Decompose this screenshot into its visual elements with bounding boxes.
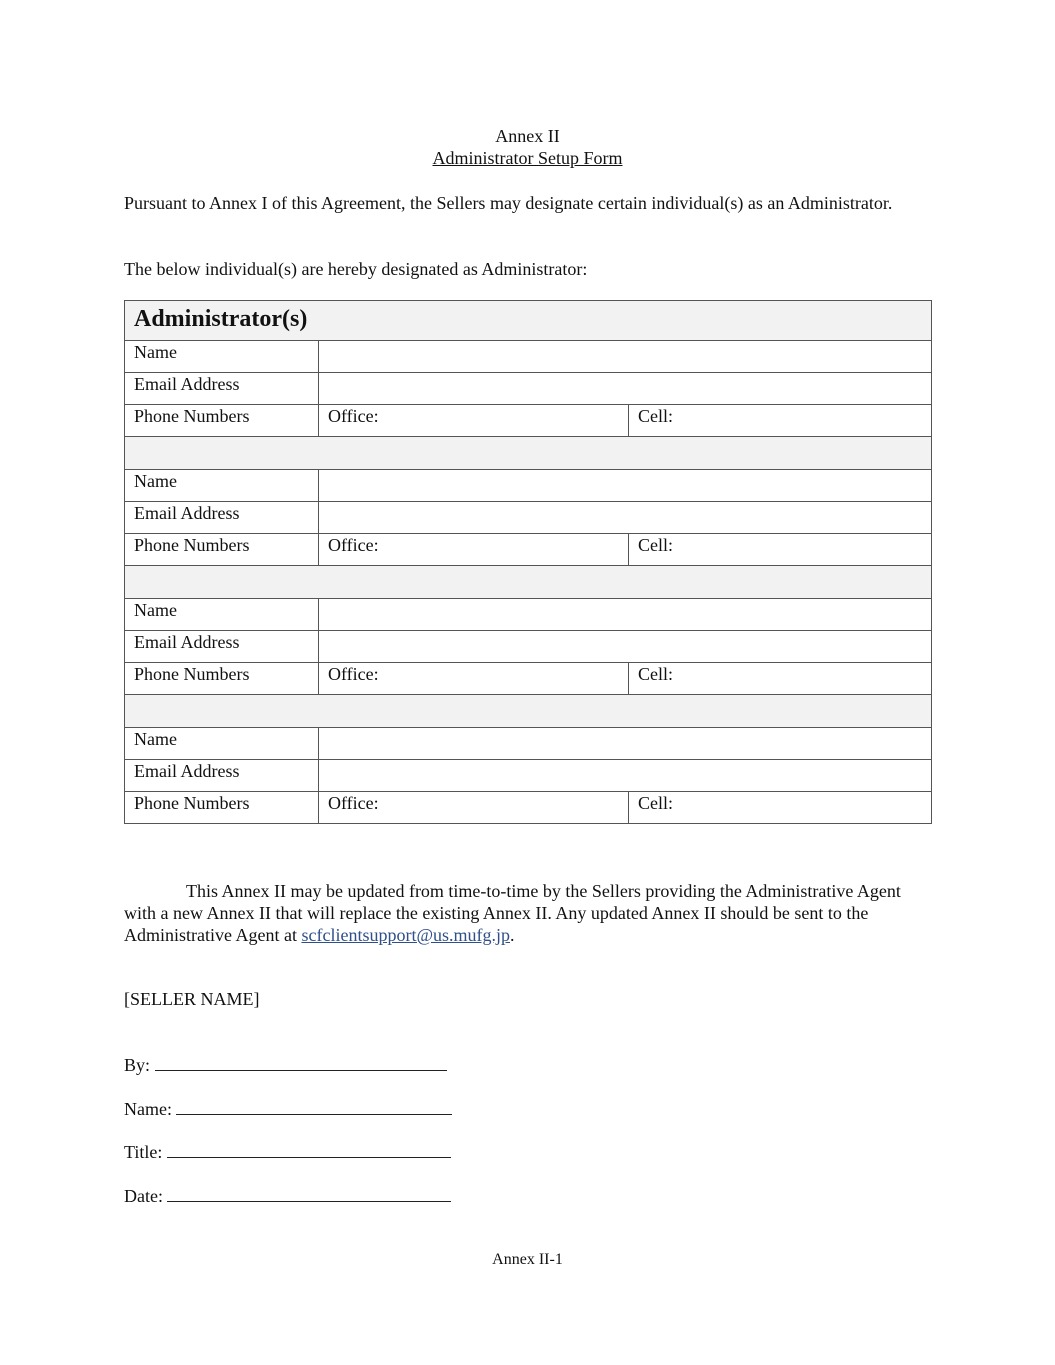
table-row bbox=[125, 373, 932, 405]
by-label: By: bbox=[124, 1055, 151, 1075]
name-field[interactable] bbox=[319, 341, 932, 373]
seller-name-placeholder: [SELLER NAME] bbox=[124, 989, 260, 1009]
cell-phone-field[interactable]: Cell: bbox=[629, 405, 932, 437]
phone-label: Phone Numbers bbox=[125, 663, 319, 695]
signature-date-line[interactable] bbox=[167, 1185, 451, 1202]
signature-date-row bbox=[124, 1185, 451, 1207]
by-signature-line[interactable] bbox=[155, 1054, 447, 1071]
signer-name-line[interactable] bbox=[176, 1098, 452, 1115]
annex-update-paragraph bbox=[124, 880, 934, 946]
office-phone-field[interactable]: Office: bbox=[319, 663, 629, 695]
table-row bbox=[125, 760, 932, 792]
annex-heading bbox=[0, 125, 1055, 169]
office-phone-field[interactable]: Office: bbox=[319, 534, 629, 566]
form-title: Administrator Setup Form bbox=[432, 148, 623, 168]
table-row bbox=[125, 534, 932, 566]
signer-name-label: Name: bbox=[124, 1099, 172, 1119]
section-separator bbox=[125, 437, 932, 470]
designation-paragraph: The below individual(s) are hereby designated as Administrator: bbox=[124, 259, 588, 279]
table-row bbox=[125, 341, 932, 373]
name-label: Name bbox=[125, 728, 319, 760]
annex-update-end: . bbox=[510, 925, 515, 945]
page-footer: Annex II-1 bbox=[492, 1251, 563, 1268]
email-field[interactable] bbox=[319, 373, 932, 405]
name-field[interactable] bbox=[319, 470, 932, 502]
section-separator bbox=[125, 695, 932, 728]
office-phone-field[interactable]: Office: bbox=[319, 405, 629, 437]
annex-title: Annex II bbox=[495, 126, 560, 146]
section-separator bbox=[125, 566, 932, 599]
intro-paragraph: Pursuant to Annex I of this Agreement, the Sellers may designate certain individual(s) as an Administrator. bbox=[124, 193, 893, 213]
email-label: Email Address bbox=[125, 502, 319, 534]
table-row bbox=[125, 405, 932, 437]
table-row bbox=[125, 599, 932, 631]
email-field[interactable] bbox=[319, 502, 932, 534]
cell-phone-field[interactable]: Cell: bbox=[629, 792, 932, 824]
office-phone-field[interactable]: Office: bbox=[319, 792, 629, 824]
table-row bbox=[125, 631, 932, 663]
phone-label: Phone Numbers bbox=[125, 534, 319, 566]
email-label: Email Address bbox=[125, 760, 319, 792]
table-row bbox=[125, 663, 932, 695]
administrator-table bbox=[124, 300, 932, 824]
table-row bbox=[125, 728, 932, 760]
name-label: Name bbox=[125, 470, 319, 502]
phone-label: Phone Numbers bbox=[125, 405, 319, 437]
signer-title-label: Title: bbox=[124, 1142, 163, 1162]
signature-by-row bbox=[124, 1054, 447, 1076]
email-label: Email Address bbox=[125, 373, 319, 405]
name-label: Name bbox=[125, 599, 319, 631]
signer-title-line[interactable] bbox=[167, 1141, 451, 1158]
phone-label: Phone Numbers bbox=[125, 792, 319, 824]
name-field[interactable] bbox=[319, 728, 932, 760]
email-field[interactable] bbox=[319, 631, 932, 663]
table-row bbox=[125, 792, 932, 824]
cell-phone-field[interactable]: Cell: bbox=[629, 663, 932, 695]
table-row bbox=[125, 502, 932, 534]
support-email-link[interactable]: scfclientsupport@us.mufg.jp bbox=[301, 925, 511, 945]
annex-update-text: This Annex II may be updated from time-to-time by the Sellers providing the Administrative Agent with a new Annex II that will replace the existing Annex II. Any updated Annex II should be sent to the Administrative Agent at bbox=[124, 881, 901, 945]
signature-title-row bbox=[124, 1141, 451, 1163]
signature-name-row bbox=[124, 1098, 452, 1120]
table-row bbox=[125, 470, 932, 502]
email-field[interactable] bbox=[319, 760, 932, 792]
email-label: Email Address bbox=[125, 631, 319, 663]
cell-phone-field[interactable]: Cell: bbox=[629, 534, 932, 566]
administrators-heading: Administrator(s) bbox=[125, 301, 932, 341]
name-field[interactable] bbox=[319, 599, 932, 631]
name-label: Name bbox=[125, 341, 319, 373]
signature-date-label: Date: bbox=[124, 1186, 163, 1206]
